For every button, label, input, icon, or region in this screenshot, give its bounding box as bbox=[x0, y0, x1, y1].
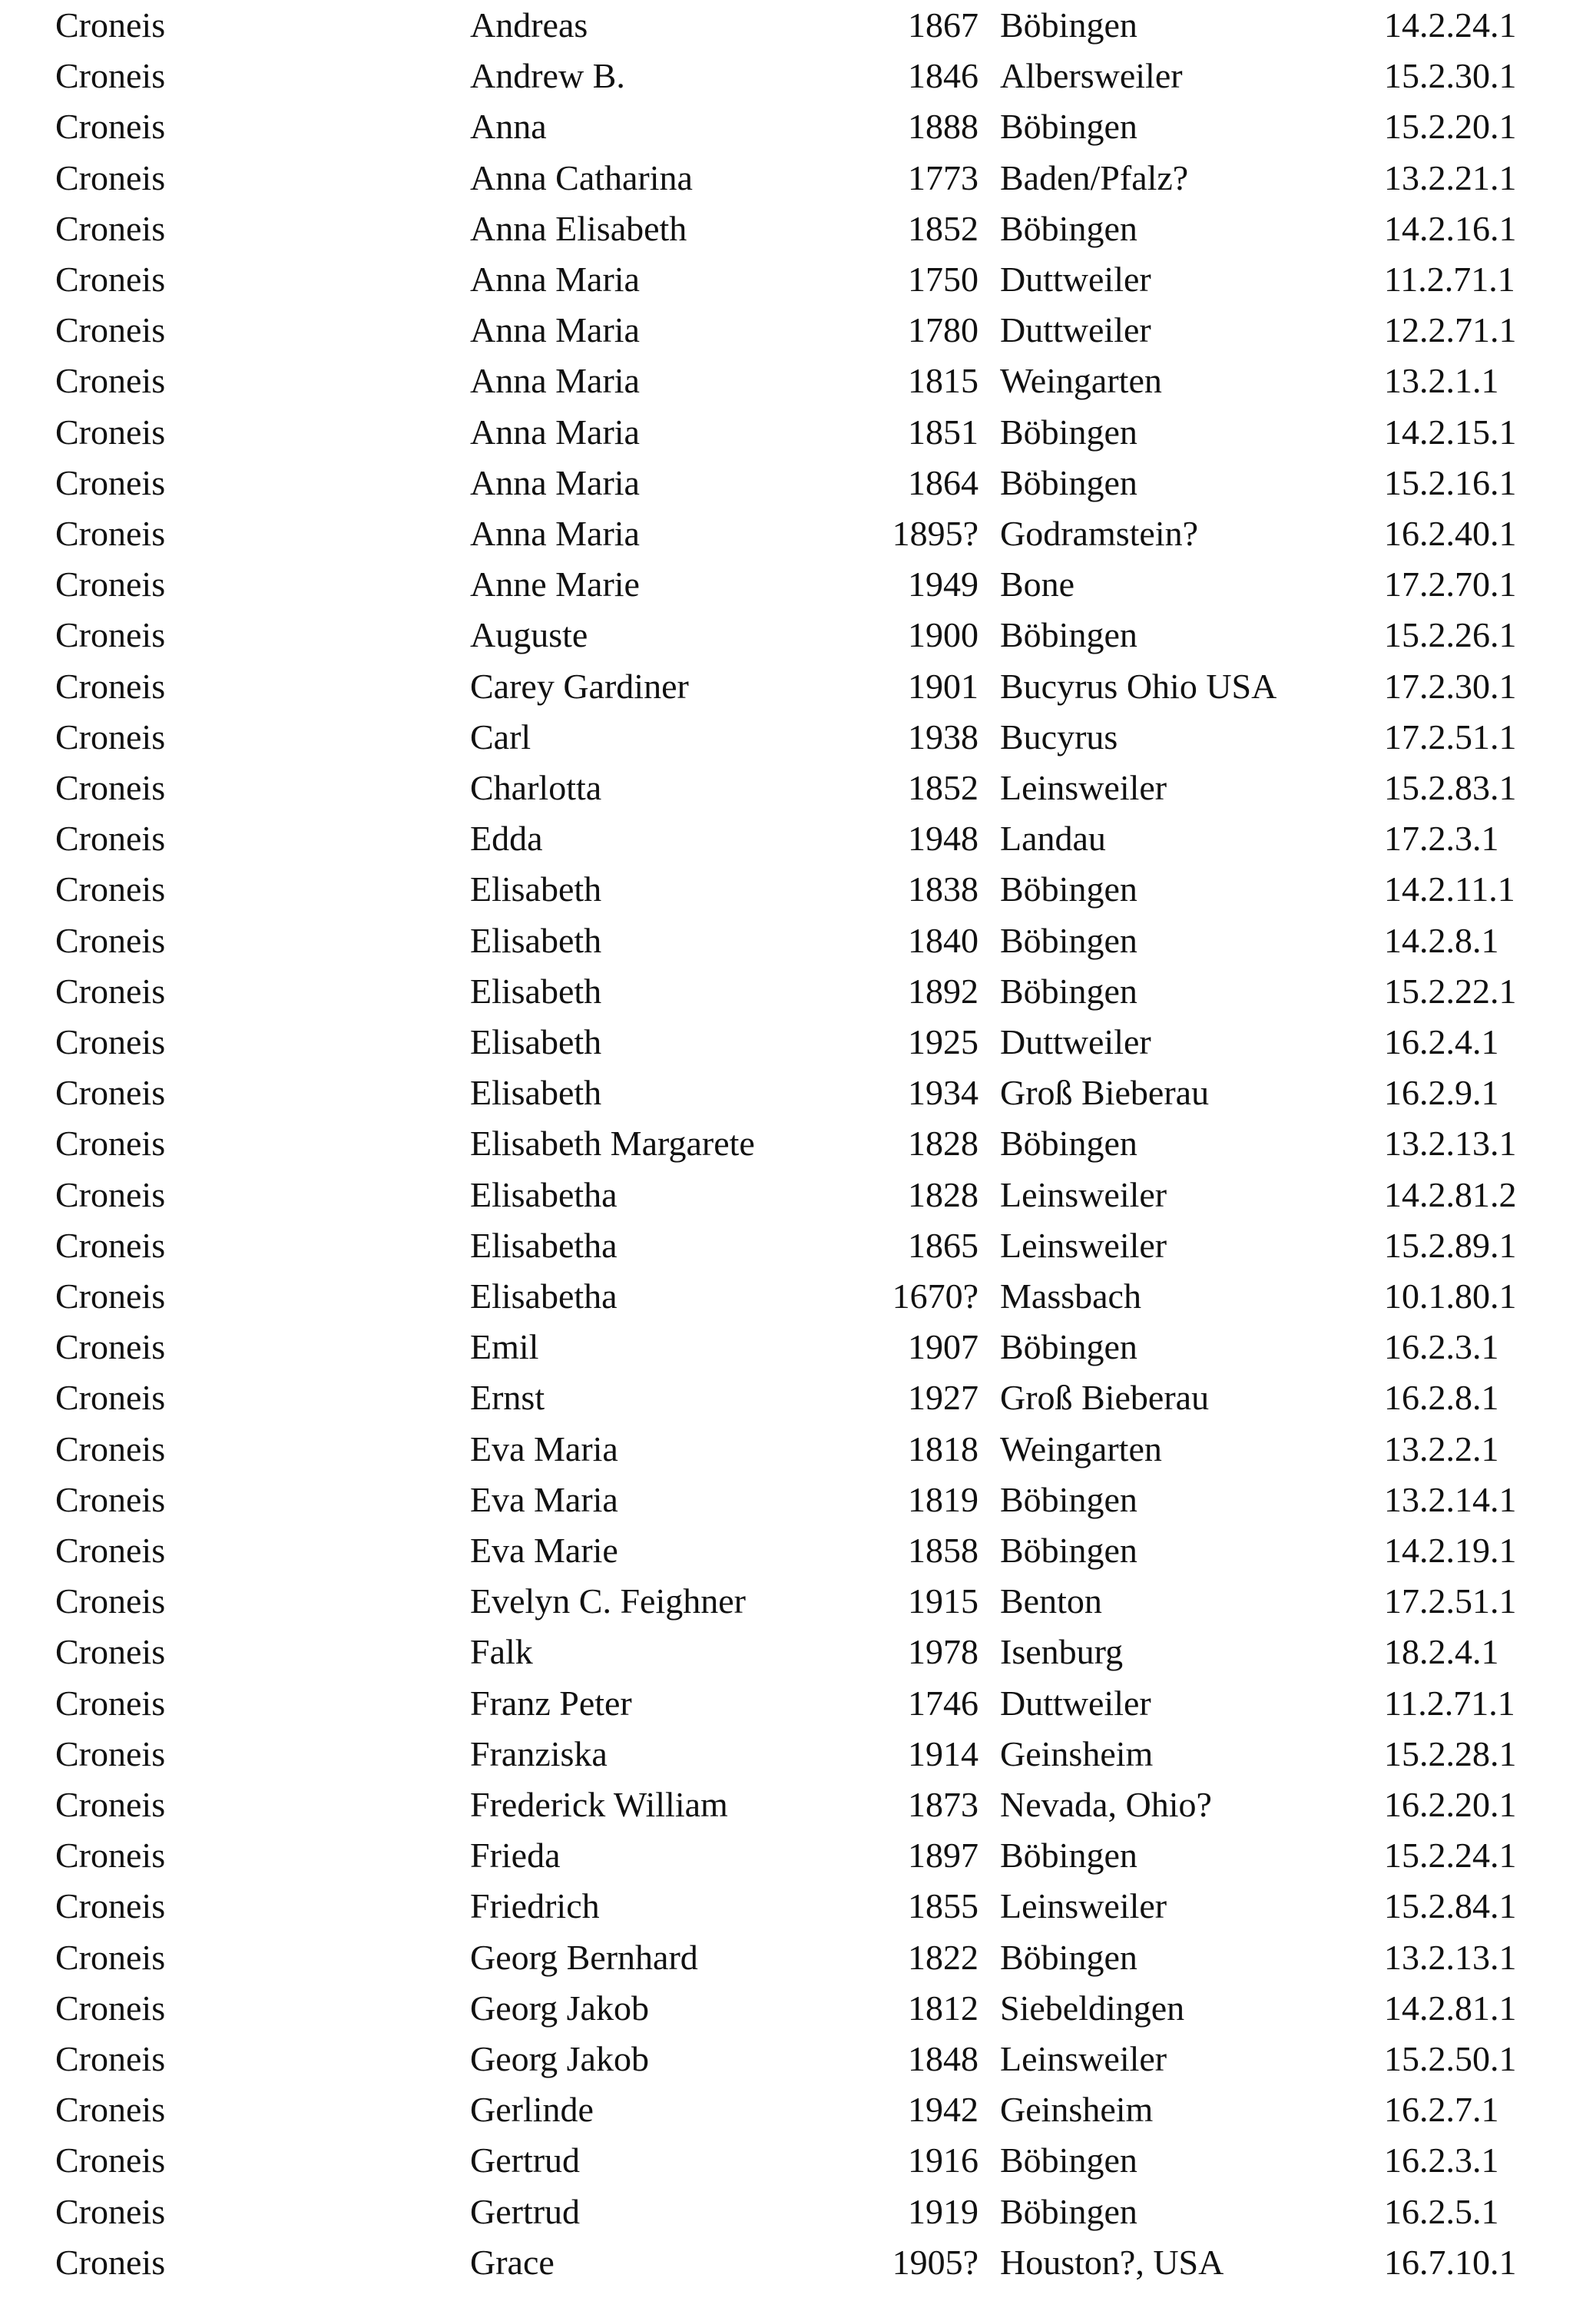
ref-cell: 13.2.14.1 bbox=[1384, 1479, 1517, 1519]
ref-cell: 14.2.81.1 bbox=[1384, 1988, 1517, 2028]
given-cell: Anna Catharina bbox=[470, 157, 693, 197]
table-row bbox=[0, 1170, 1596, 1220]
year-cell: 1846 bbox=[908, 56, 978, 96]
ref-cell: 11.2.71.1 bbox=[1384, 260, 1515, 299]
year-cell: 1949 bbox=[908, 565, 978, 604]
table-row bbox=[0, 1627, 1596, 1677]
table-row bbox=[0, 763, 1596, 813]
table-row bbox=[0, 0, 1596, 51]
place-cell: Böbingen bbox=[1000, 1836, 1137, 1876]
place-cell: Leinsweiler bbox=[1000, 2039, 1167, 2078]
ref-cell: 16.2.3.1 bbox=[1384, 2140, 1499, 2180]
year-cell: 1888 bbox=[908, 107, 978, 147]
year-cell: 1905? bbox=[892, 2242, 978, 2282]
year-cell: 1919 bbox=[908, 2191, 978, 2231]
ref-cell: 13.2.13.1 bbox=[1384, 1937, 1517, 1977]
given-cell: Anna Maria bbox=[470, 260, 640, 299]
ref-cell: 14.2.16.1 bbox=[1384, 208, 1517, 248]
place-cell: Groß Bieberau bbox=[1000, 1378, 1210, 1418]
ref-cell: 18.2.4.1 bbox=[1384, 1632, 1499, 1672]
ref-cell: 15.2.20.1 bbox=[1384, 107, 1517, 147]
table-row bbox=[0, 712, 1596, 763]
given-cell: Gerlinde bbox=[470, 2090, 594, 2130]
year-cell: 1927 bbox=[908, 1378, 978, 1418]
table-row bbox=[0, 1271, 1596, 1322]
surname-cell: Croneis bbox=[55, 310, 166, 350]
year-cell: 1925 bbox=[908, 1022, 978, 1061]
ref-cell: 15.2.30.1 bbox=[1384, 56, 1517, 96]
place-cell: Böbingen bbox=[1000, 2191, 1137, 2231]
table-row bbox=[0, 1780, 1596, 1830]
table-row bbox=[0, 610, 1596, 661]
surname-cell: Croneis bbox=[55, 1886, 166, 1926]
surname-cell: Croneis bbox=[55, 1632, 166, 1672]
table-row bbox=[0, 1830, 1596, 1881]
place-cell: Albersweiler bbox=[1000, 56, 1183, 96]
table-row bbox=[0, 915, 1596, 966]
surname-cell: Croneis bbox=[55, 1581, 166, 1621]
place-cell: Leinsweiler bbox=[1000, 1174, 1167, 1214]
ref-cell: 14.2.19.1 bbox=[1384, 1531, 1517, 1570]
ref-cell: 17.2.51.1 bbox=[1384, 717, 1517, 757]
given-cell: Anna Elisabeth bbox=[470, 208, 687, 248]
table-row bbox=[0, 101, 1596, 152]
place-cell: Godramstein? bbox=[1000, 514, 1199, 553]
table-row bbox=[0, 1729, 1596, 1780]
place-cell: Böbingen bbox=[1000, 971, 1137, 1011]
place-cell: Benton bbox=[1000, 1581, 1102, 1621]
given-cell: Andreas bbox=[470, 5, 588, 45]
surname-cell: Croneis bbox=[55, 1479, 166, 1519]
ref-cell: 13.2.13.1 bbox=[1384, 1124, 1517, 1164]
place-cell: Böbingen bbox=[1000, 615, 1137, 655]
ref-cell: 15.2.83.1 bbox=[1384, 768, 1517, 807]
table-row bbox=[0, 2135, 1596, 2186]
given-cell: Elisabetha bbox=[470, 1225, 618, 1265]
place-cell: Geinsheim bbox=[1000, 2090, 1154, 2130]
ref-cell: 14.2.24.1 bbox=[1384, 5, 1517, 45]
given-cell: Ernst bbox=[470, 1378, 545, 1418]
place-cell: Groß Bieberau bbox=[1000, 1073, 1210, 1113]
place-cell: Böbingen bbox=[1000, 2140, 1137, 2180]
table-row bbox=[0, 1932, 1596, 1983]
year-cell: 1750 bbox=[908, 260, 978, 299]
given-cell: Andrew B. bbox=[470, 56, 625, 96]
year-cell: 1822 bbox=[908, 1937, 978, 1977]
ref-cell: 15.2.22.1 bbox=[1384, 971, 1517, 1011]
given-cell: Elisabetha bbox=[470, 1276, 618, 1316]
year-cell: 1938 bbox=[908, 717, 978, 757]
year-cell: 1851 bbox=[908, 412, 978, 452]
given-cell: Carey Gardiner bbox=[470, 666, 689, 706]
table-row bbox=[0, 1068, 1596, 1118]
surname-cell: Croneis bbox=[55, 2242, 166, 2282]
place-cell: Weingarten bbox=[1000, 1429, 1162, 1468]
table-row bbox=[0, 1881, 1596, 1932]
surname-cell: Croneis bbox=[55, 2039, 166, 2078]
place-cell: Massbach bbox=[1000, 1276, 1141, 1316]
table-row bbox=[0, 254, 1596, 305]
surname-cell: Croneis bbox=[55, 1276, 166, 1316]
table-row bbox=[0, 356, 1596, 406]
given-cell: Frederick William bbox=[470, 1785, 728, 1824]
table-row bbox=[0, 1576, 1596, 1627]
table-row bbox=[0, 661, 1596, 712]
place-cell: Böbingen bbox=[1000, 1531, 1137, 1570]
given-cell: Anna Maria bbox=[470, 310, 640, 350]
table-row bbox=[0, 458, 1596, 508]
table-row bbox=[0, 407, 1596, 458]
year-cell: 1897 bbox=[908, 1836, 978, 1876]
year-cell: 1895? bbox=[892, 514, 978, 553]
table-row bbox=[0, 153, 1596, 204]
table-row bbox=[0, 1322, 1596, 1372]
place-cell: Böbingen bbox=[1000, 1327, 1137, 1367]
year-cell: 1915 bbox=[908, 1581, 978, 1621]
year-cell: 1746 bbox=[908, 1683, 978, 1723]
ref-cell: 15.2.84.1 bbox=[1384, 1886, 1517, 1926]
table-row bbox=[0, 2034, 1596, 2084]
year-cell: 1901 bbox=[908, 666, 978, 706]
year-cell: 1828 bbox=[908, 1174, 978, 1214]
surname-cell: Croneis bbox=[55, 514, 166, 553]
year-cell: 1773 bbox=[908, 157, 978, 197]
table-row bbox=[0, 1475, 1596, 1525]
year-cell: 1670? bbox=[892, 1276, 978, 1316]
ref-cell: 17.2.3.1 bbox=[1384, 819, 1499, 859]
place-cell: Duttweiler bbox=[1000, 1683, 1151, 1723]
given-cell: Falk bbox=[470, 1632, 533, 1672]
surname-cell: Croneis bbox=[55, 1429, 166, 1468]
surname-cell: Croneis bbox=[55, 1225, 166, 1265]
ref-cell: 16.2.8.1 bbox=[1384, 1378, 1499, 1418]
ref-cell: 15.2.16.1 bbox=[1384, 462, 1517, 502]
ref-cell: 14.2.15.1 bbox=[1384, 412, 1517, 452]
ref-cell: 12.2.71.1 bbox=[1384, 310, 1517, 350]
year-cell: 1838 bbox=[908, 869, 978, 909]
surname-cell: Croneis bbox=[55, 2140, 166, 2180]
place-cell: Böbingen bbox=[1000, 412, 1137, 452]
surname-cell: Croneis bbox=[55, 260, 166, 299]
surname-cell: Croneis bbox=[55, 157, 166, 197]
table-row bbox=[0, 966, 1596, 1017]
surname-cell: Croneis bbox=[55, 1022, 166, 1061]
place-cell: Duttweiler bbox=[1000, 310, 1151, 350]
place-cell: Böbingen bbox=[1000, 1937, 1137, 1977]
surname-cell: Croneis bbox=[55, 768, 166, 807]
ref-cell: 13.2.21.1 bbox=[1384, 157, 1517, 197]
place-cell: Böbingen bbox=[1000, 208, 1137, 248]
given-cell: Franz Peter bbox=[470, 1683, 632, 1723]
given-cell: Georg Jakob bbox=[470, 1988, 649, 2028]
year-cell: 1864 bbox=[908, 462, 978, 502]
given-cell: Elisabeth Margarete bbox=[470, 1124, 755, 1164]
given-cell: Georg Jakob bbox=[470, 2039, 649, 2078]
surname-cell: Croneis bbox=[55, 1378, 166, 1418]
year-cell: 1934 bbox=[908, 1073, 978, 1113]
ref-cell: 16.2.9.1 bbox=[1384, 1073, 1499, 1113]
given-cell: Emil bbox=[470, 1327, 539, 1367]
place-cell: Böbingen bbox=[1000, 5, 1137, 45]
place-cell: Böbingen bbox=[1000, 1479, 1137, 1519]
place-cell: Bone bbox=[1000, 565, 1075, 604]
table-row bbox=[0, 1372, 1596, 1423]
surname-cell: Croneis bbox=[55, 920, 166, 960]
year-cell: 1840 bbox=[908, 920, 978, 960]
table-row bbox=[0, 559, 1596, 610]
table-row bbox=[0, 1220, 1596, 1271]
ref-cell: 16.2.4.1 bbox=[1384, 1022, 1499, 1061]
ref-cell: 16.2.7.1 bbox=[1384, 2090, 1499, 2130]
place-cell: Nevada, Ohio? bbox=[1000, 1785, 1212, 1824]
surname-cell: Croneis bbox=[55, 1785, 166, 1824]
given-cell: Elisabeth bbox=[470, 920, 602, 960]
table-row bbox=[0, 1424, 1596, 1475]
given-cell: Charlotta bbox=[470, 768, 602, 807]
surname-cell: Croneis bbox=[55, 361, 166, 401]
given-cell: Frieda bbox=[470, 1836, 561, 1876]
year-cell: 1852 bbox=[908, 208, 978, 248]
year-cell: 1907 bbox=[908, 1327, 978, 1367]
surname-cell: Croneis bbox=[55, 565, 166, 604]
place-cell: Leinsweiler bbox=[1000, 1886, 1167, 1926]
surname-cell: Croneis bbox=[55, 1073, 166, 1113]
surname-cell: Croneis bbox=[55, 2090, 166, 2130]
given-cell: Gertrud bbox=[470, 2140, 581, 2180]
ref-cell: 17.2.51.1 bbox=[1384, 1581, 1517, 1621]
place-cell: Böbingen bbox=[1000, 462, 1137, 502]
table-row bbox=[0, 204, 1596, 254]
ref-cell: 14.2.81.2 bbox=[1384, 1174, 1517, 1214]
ref-cell: 13.2.2.1 bbox=[1384, 1429, 1499, 1468]
given-cell: Eva Marie bbox=[470, 1531, 618, 1570]
surname-cell: Croneis bbox=[55, 1124, 166, 1164]
place-cell: Houston?, USA bbox=[1000, 2242, 1224, 2282]
year-cell: 1892 bbox=[908, 971, 978, 1011]
year-cell: 1855 bbox=[908, 1886, 978, 1926]
surname-cell: Croneis bbox=[55, 107, 166, 147]
ref-cell: 15.2.28.1 bbox=[1384, 1733, 1517, 1773]
table-row bbox=[0, 813, 1596, 864]
place-cell: Böbingen bbox=[1000, 920, 1137, 960]
surname-cell: Croneis bbox=[55, 971, 166, 1011]
ref-cell: 15.2.26.1 bbox=[1384, 615, 1517, 655]
given-cell: Eva Maria bbox=[470, 1479, 618, 1519]
given-cell: Elisabetha bbox=[470, 1174, 618, 1214]
place-cell: Leinsweiler bbox=[1000, 768, 1167, 807]
place-cell: Leinsweiler bbox=[1000, 1225, 1167, 1265]
table-row bbox=[0, 1983, 1596, 2034]
place-cell: Böbingen bbox=[1000, 869, 1137, 909]
given-cell: Gertrud bbox=[470, 2191, 581, 2231]
place-cell: Böbingen bbox=[1000, 1124, 1137, 1164]
place-cell: Bucyrus Ohio USA bbox=[1000, 666, 1277, 706]
given-cell: Grace bbox=[470, 2242, 555, 2282]
table-row bbox=[0, 1017, 1596, 1068]
surname-cell: Croneis bbox=[55, 1683, 166, 1723]
year-cell: 1867 bbox=[908, 5, 978, 45]
surname-cell: Croneis bbox=[55, 615, 166, 655]
surname-cell: Croneis bbox=[55, 412, 166, 452]
year-cell: 1818 bbox=[908, 1429, 978, 1468]
place-cell: Duttweiler bbox=[1000, 260, 1151, 299]
surname-cell: Croneis bbox=[55, 1174, 166, 1214]
year-cell: 1858 bbox=[908, 1531, 978, 1570]
place-cell: Landau bbox=[1000, 819, 1106, 859]
surname-cell: Croneis bbox=[55, 2191, 166, 2231]
year-cell: 1828 bbox=[908, 1124, 978, 1164]
ref-cell: 15.2.50.1 bbox=[1384, 2039, 1517, 2078]
given-cell: Edda bbox=[470, 819, 543, 859]
year-cell: 1815 bbox=[908, 361, 978, 401]
surname-cell: Croneis bbox=[55, 56, 166, 96]
table-row bbox=[0, 1118, 1596, 1169]
year-cell: 1873 bbox=[908, 1785, 978, 1824]
ref-cell: 13.2.1.1 bbox=[1384, 361, 1499, 401]
surname-cell: Croneis bbox=[55, 1836, 166, 1876]
ref-cell: 15.2.24.1 bbox=[1384, 1836, 1517, 1876]
year-cell: 1852 bbox=[908, 768, 978, 807]
surname-cell: Croneis bbox=[55, 1937, 166, 1977]
table-row bbox=[0, 2237, 1596, 2288]
given-cell: Anna Maria bbox=[470, 514, 640, 553]
given-cell: Anna bbox=[470, 107, 547, 147]
place-cell: Siebeldingen bbox=[1000, 1988, 1185, 2028]
surname-cell: Croneis bbox=[55, 717, 166, 757]
table-row bbox=[0, 1678, 1596, 1729]
place-cell: Böbingen bbox=[1000, 107, 1137, 147]
ref-cell: 10.1.80.1 bbox=[1384, 1276, 1517, 1316]
ref-cell: 15.2.89.1 bbox=[1384, 1225, 1517, 1265]
given-cell: Carl bbox=[470, 717, 531, 757]
surname-cell: Croneis bbox=[55, 5, 166, 45]
surname-cell: Croneis bbox=[55, 1531, 166, 1570]
ref-cell: 17.2.30.1 bbox=[1384, 666, 1517, 706]
year-cell: 1900 bbox=[908, 615, 978, 655]
surname-cell: Croneis bbox=[55, 1988, 166, 2028]
ref-cell: 11.2.71.1 bbox=[1384, 1683, 1515, 1723]
ref-cell: 16.7.10.1 bbox=[1384, 2242, 1517, 2282]
surname-cell: Croneis bbox=[55, 208, 166, 248]
given-cell: Anna Maria bbox=[470, 462, 640, 502]
table-row bbox=[0, 1525, 1596, 1576]
table-row bbox=[0, 2084, 1596, 2135]
given-cell: Anne Marie bbox=[470, 565, 640, 604]
surname-cell: Croneis bbox=[55, 666, 166, 706]
table-row bbox=[0, 508, 1596, 559]
year-cell: 1780 bbox=[908, 310, 978, 350]
given-cell: Friedrich bbox=[470, 1886, 600, 1926]
given-cell: Auguste bbox=[470, 615, 588, 655]
year-cell: 1914 bbox=[908, 1733, 978, 1773]
surname-cell: Croneis bbox=[55, 462, 166, 502]
year-cell: 1978 bbox=[908, 1632, 978, 1672]
given-cell: Eva Maria bbox=[470, 1429, 618, 1468]
ref-cell: 16.2.5.1 bbox=[1384, 2191, 1499, 2231]
place-cell: Duttweiler bbox=[1000, 1022, 1151, 1061]
year-cell: 1812 bbox=[908, 1988, 978, 2028]
place-cell: Weingarten bbox=[1000, 361, 1162, 401]
given-cell: Evelyn C. Feighner bbox=[470, 1581, 746, 1621]
given-cell: Elisabeth bbox=[470, 869, 602, 909]
ref-cell: 16.2.3.1 bbox=[1384, 1327, 1499, 1367]
surname-cell: Croneis bbox=[55, 1733, 166, 1773]
given-cell: Franziska bbox=[470, 1733, 608, 1773]
ref-cell: 14.2.8.1 bbox=[1384, 920, 1499, 960]
table-row bbox=[0, 51, 1596, 101]
given-cell: Anna Maria bbox=[470, 412, 640, 452]
table-row bbox=[0, 2187, 1596, 2237]
year-cell: 1948 bbox=[908, 819, 978, 859]
ref-cell: 14.2.11.1 bbox=[1384, 869, 1515, 909]
given-cell: Georg Bernhard bbox=[470, 1937, 698, 1977]
ref-cell: 17.2.70.1 bbox=[1384, 565, 1517, 604]
ref-cell: 16.2.20.1 bbox=[1384, 1785, 1517, 1824]
table-row bbox=[0, 864, 1596, 915]
ref-cell: 16.2.40.1 bbox=[1384, 514, 1517, 553]
surname-cell: Croneis bbox=[55, 1327, 166, 1367]
place-cell: Baden/Pfalz? bbox=[1000, 157, 1189, 197]
given-cell: Elisabeth bbox=[470, 971, 602, 1011]
place-cell: Isenburg bbox=[1000, 1632, 1124, 1672]
year-cell: 1848 bbox=[908, 2039, 978, 2078]
place-cell: Geinsheim bbox=[1000, 1733, 1154, 1773]
given-cell: Elisabeth bbox=[470, 1022, 602, 1061]
given-cell: Elisabeth bbox=[470, 1073, 602, 1113]
year-cell: 1942 bbox=[908, 2090, 978, 2130]
table-row bbox=[0, 305, 1596, 356]
surname-cell: Croneis bbox=[55, 819, 166, 859]
year-cell: 1865 bbox=[908, 1225, 978, 1265]
place-cell: Bucyrus bbox=[1000, 717, 1118, 757]
surname-cell: Croneis bbox=[55, 869, 166, 909]
year-cell: 1916 bbox=[908, 2140, 978, 2180]
year-cell: 1819 bbox=[908, 1479, 978, 1519]
given-cell: Anna Maria bbox=[470, 361, 640, 401]
